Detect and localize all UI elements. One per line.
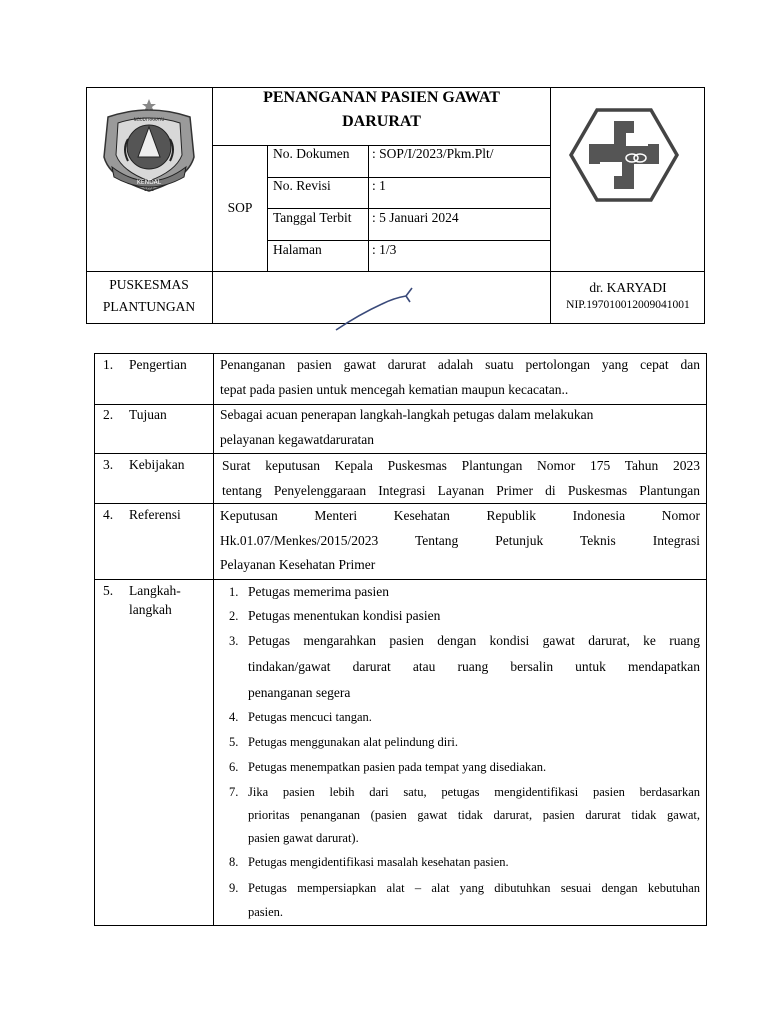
emblem-year-text: 1605 (143, 187, 155, 192)
step-6-number: 6. (229, 760, 239, 774)
step-1-text: Petugas memerima pasien (248, 584, 389, 599)
step-7-text-line1: Jika pasien lebih dari satu, petugas mengidentifikasi pasien berdasarkan (248, 785, 700, 799)
step-9-number: 9. (229, 881, 239, 895)
revision-label: No. Revisi (273, 178, 331, 193)
section-3-text-line1: Surat keputusan Kepala Puskesmas Plantungan Nomor 175 Tahun 2023 (222, 458, 700, 473)
org-name-line2: PLANTUNGAN (102, 299, 196, 314)
sop-label: SOP (227, 200, 253, 215)
step-2-text: Petugas menentukan kondisi pasien (248, 608, 441, 623)
section-4-text-line1: Keputusan Menteri Kesehatan Republik Indonesia Nomor (220, 508, 700, 523)
section-5-label-line1: Langkah- (129, 583, 181, 598)
doc-number-label: No. Dokumen (273, 146, 350, 161)
step-3-text-line2: tindakan/gawat darurat atau ruang bersalin untuk mendapatkan (248, 659, 700, 674)
section-1-label: Pengertian (129, 357, 187, 372)
step-3-text-line3: penanganan segera (248, 685, 351, 700)
page-value: : 1/3 (372, 242, 397, 257)
step-3-text-line1: Petugas mengarahkan pasien dengan kondisi gawat darurat, ke ruang (248, 633, 700, 648)
section-1-text-line1: Penanganan pasien gawat darurat adalah suatu pertolongan yang cepat dan (220, 357, 700, 372)
section-1-text-line2: tepat pada pasien untuk mencegah kematian maupun kecacatan.. (220, 382, 569, 397)
emblem-top-text: NGUDI RAHAYU (133, 117, 165, 122)
document-title-line2: DARURAT (342, 113, 421, 130)
section-4-text-line2: Hk.01.07/Menkes/2015/2023 Tentang Petunjuk Teknis Integrasi (220, 533, 700, 548)
section-4-number: 4. (103, 507, 114, 522)
section-2-text-line1: Sebagai acuan penerapan langkah-langkah petugas dalam melakukan (220, 407, 594, 422)
section-2-number: 2. (103, 407, 114, 422)
step-7-number: 7. (229, 785, 239, 799)
doc-number-value: : SOP/I/2023/Pkm.Plt/ (372, 146, 494, 161)
section-3-text-line2: tentang Penyelenggaraan Integrasi Layanan Primer di Puskesmas Plantungan (222, 483, 700, 498)
step-7-text-line2: prioritas penanganan (pasien gawat tidak darurat, pasien darurat tidak gawat, (248, 808, 700, 822)
section-5-number: 5. (103, 583, 114, 598)
step-6-text: Petugas menempatkan pasien pada tempat yang disediakan. (248, 760, 547, 774)
puskesmas-logo (569, 107, 679, 203)
step-8-text: Petugas mengidentifikasi masalah kesehatan pasien. (248, 855, 509, 869)
step-9-text-line1: Petugas mempersiapkan alat – alat yang dibutuhkan sesuai dengan kebutuhan (248, 881, 700, 895)
section-4-text-line3: Pelayanan Kesehatan Primer (220, 557, 376, 572)
section-5-label-line2: langkah (129, 602, 172, 617)
step-5-number: 5. (229, 735, 239, 749)
step-4-text: Petugas mencuci tangan. (248, 710, 372, 724)
revision-value: : 1 (372, 178, 386, 193)
signer-name: dr. KARYADI (589, 280, 667, 295)
document-title-line1: PENANGANAN PASIEN GAWAT (263, 89, 500, 106)
step-2-number: 2. (229, 609, 239, 623)
step-3-number: 3. (229, 634, 239, 648)
section-2-label: Tujuan (129, 407, 167, 422)
section-2-text-line2: pelayanan kegawatdaruratan (220, 432, 375, 447)
page-label: Halaman (273, 242, 322, 257)
section-3-number: 3. (103, 457, 114, 472)
step-8-number: 8. (229, 855, 239, 869)
issue-date-label: Tanggal Terbit (273, 210, 352, 225)
org-name-line1: PUSKESMAS (109, 277, 189, 292)
step-5-text: Petugas menggunakan alat pelindung diri. (248, 735, 459, 749)
section-4-label: Referensi (129, 507, 181, 522)
step-7-text-line3: pasien gawat darurat). (248, 831, 359, 845)
emblem-bottom-text: KENDAL (136, 179, 162, 186)
section-3-label: Kebijakan (129, 457, 185, 472)
signature (330, 284, 420, 334)
section-1-number: 1. (103, 357, 114, 372)
issue-date-value: : 5 Januari 2024 (372, 210, 459, 225)
step-9-text-line2: pasien. (248, 905, 284, 919)
step-1-number: 1. (229, 585, 239, 599)
step-4-number: 4. (229, 710, 239, 724)
signer-nip: NIP.197010012009041001 (566, 299, 690, 311)
kendal-emblem-logo (98, 97, 200, 197)
